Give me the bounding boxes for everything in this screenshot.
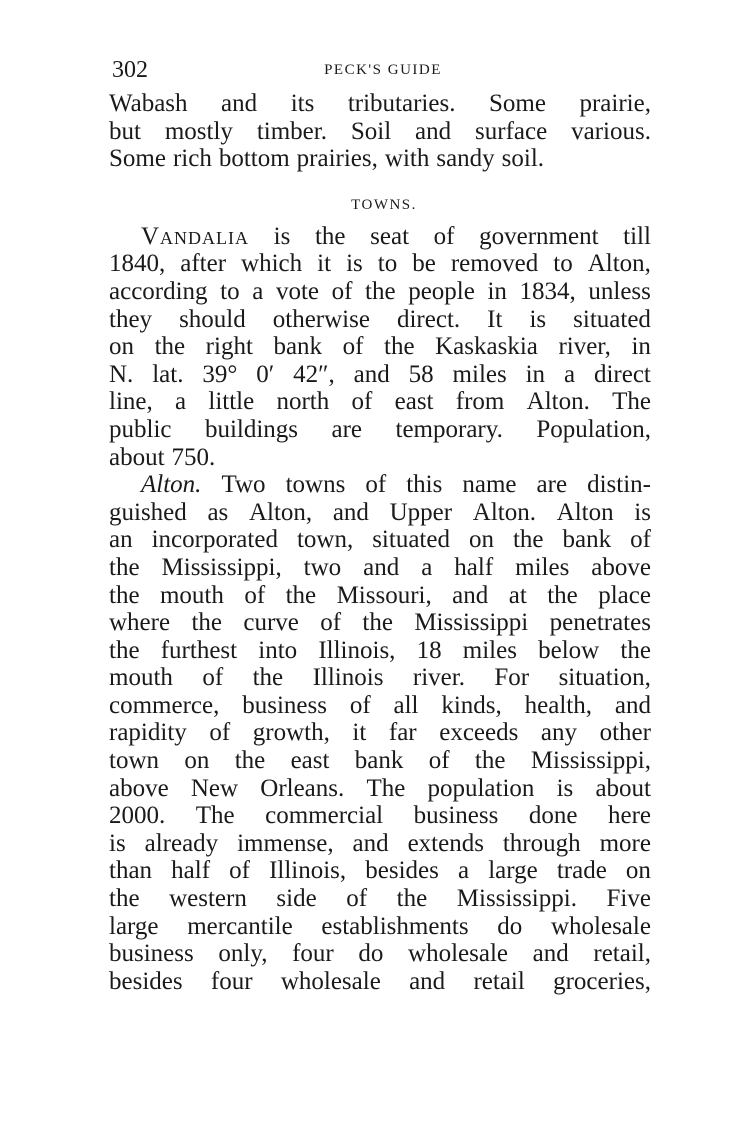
- text-line: town on the east bank of the Mississippi,: [109, 747, 651, 775]
- text-line: rapidity of growth, it far exceeds any other: [109, 719, 651, 747]
- text-line: N. lat. 39° 0′ 42″, and 58 miles in a direct: [109, 360, 651, 388]
- running-head: [109, 52, 651, 90]
- section-heading-towns: TOWNS.: [351, 196, 417, 213]
- paragraph-wabash: [109, 90, 651, 173]
- text-line: 2000. The commercial business done here: [109, 802, 651, 830]
- text-line: the western side of the Mississippi. Five: [109, 885, 651, 913]
- text-line: the mouth of the Missouri, and at the place: [109, 581, 651, 609]
- text-line: Alton. Two towns of this name are distin-: [141, 471, 651, 499]
- paragraph-vandalia: [109, 223, 651, 471]
- text-line: Vandalia is the seat of government till: [141, 222, 651, 250]
- lead-word: Vandalia: [141, 222, 250, 250]
- text-line: 1840, after which it is to be removed to Alton,: [109, 250, 651, 278]
- text-line: public buildings are temporary. Population,: [109, 415, 651, 443]
- running-title: PECK'S GUIDE: [324, 62, 442, 78]
- text-line: is already immense, and extends through more: [109, 829, 651, 857]
- book-page: [109, 52, 651, 995]
- text-line: they should otherwise direct. It is situated: [109, 305, 651, 333]
- text-line: on the right bank of the Kaskaskia river, in: [109, 333, 651, 361]
- text-line: where the curve of the Mississippi penetrates: [109, 609, 651, 637]
- paragraph-alton: [109, 471, 651, 995]
- text-line: business only, four do wholesale and retail,: [109, 940, 651, 968]
- text-line: but mostly timber. Soil and surface various.: [109, 117, 651, 145]
- text-line: besides four wholesale and retail groceries,: [109, 967, 651, 995]
- text-line: Some rich bottom prairies, with sandy soil.: [109, 145, 545, 173]
- text-line: about 750.: [109, 443, 216, 471]
- text-line: according to a vote of the people in 1834, unless: [109, 277, 651, 305]
- text-line: large mercantile establishments do wholesale: [109, 912, 651, 940]
- text-line: line, a little north of east from Alton. The: [109, 388, 651, 416]
- text-line: above New Orleans. The population is about: [109, 774, 651, 802]
- text-line: an incorporated town, situated on the bank of: [109, 526, 651, 554]
- text-line: guished as Alton, and Upper Alton. Alton is: [109, 498, 651, 526]
- text-line: the furthest into Illinois, 18 miles below the: [109, 636, 651, 664]
- text-line: mouth of the Illinois river. For situation,: [109, 664, 651, 692]
- lead-word: Alton.: [141, 471, 202, 499]
- text-line: Wabash and its tributaries. Some prairie,: [109, 90, 651, 117]
- text-line: than half of Illinois, besides a large trade on: [109, 857, 651, 885]
- text-line: commerce, business of all kinds, health, and: [109, 691, 651, 719]
- text-line: the Mississippi, two and a half miles above: [109, 553, 651, 581]
- page-number: 302: [112, 57, 148, 83]
